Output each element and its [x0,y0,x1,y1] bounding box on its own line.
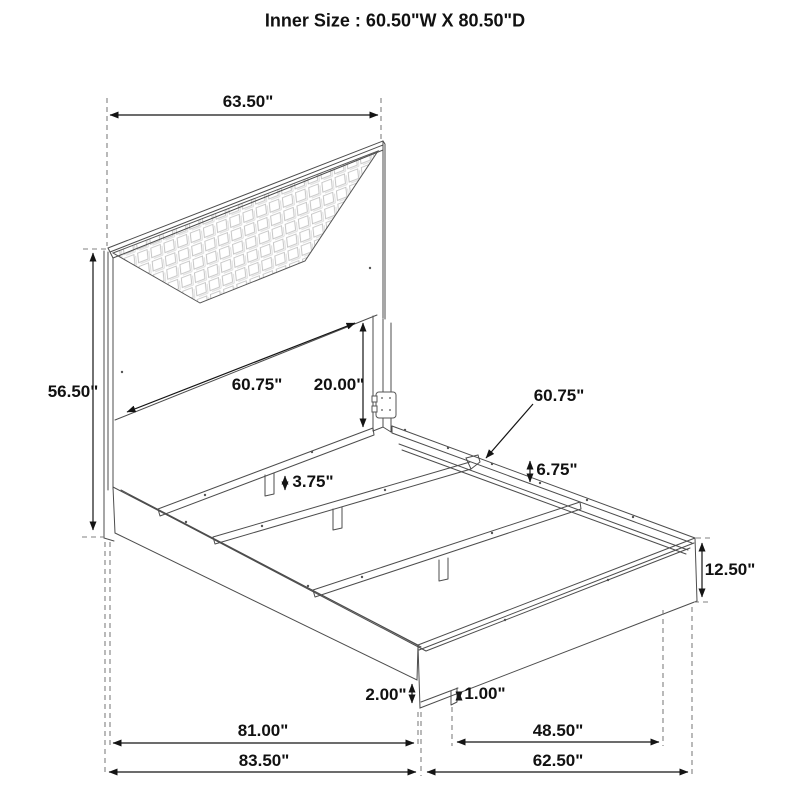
dim-label-footboard-lip: 1.00" [464,684,506,703]
dimension-lines [93,115,702,772]
cross-rails [158,428,581,597]
screw-dots [121,267,634,621]
footboard [418,538,697,708]
dim-label-rail-height: 12.50" [704,560,756,579]
dim-label-floor-clearance: 2.00" [365,685,407,704]
dim-label-headboard-height: 56.50" [47,382,99,401]
headboard-quilt-panel [113,151,378,303]
dim-line-panel-width [127,323,355,412]
diagram-title: Inner Size : 60.50"W X 80.50"D [264,10,526,31]
dim-label-headboard-width: 63.50" [222,92,274,111]
rail-bracket [372,392,396,418]
dim-label-leg-height: 3.75" [292,472,334,491]
right-side-rail [392,426,695,554]
leader-slat-length [486,404,533,458]
dim-label-slat-drop: 6.75" [536,460,578,479]
dim-label-slat-length: 60.75" [533,386,585,405]
dim-label-slat-area-width: 48.50" [532,721,584,740]
dim-label-slat-area-depth: 81.00" [237,721,289,740]
dim-label-overall-width: 62.50" [532,751,584,770]
dim-label-headboard-panel-width: 60.75" [231,375,283,394]
dim-label-overall-depth: 83.50" [238,751,290,770]
extension-lines [82,98,714,776]
dim-label-headboard-panel-height: 20.00" [313,375,365,394]
